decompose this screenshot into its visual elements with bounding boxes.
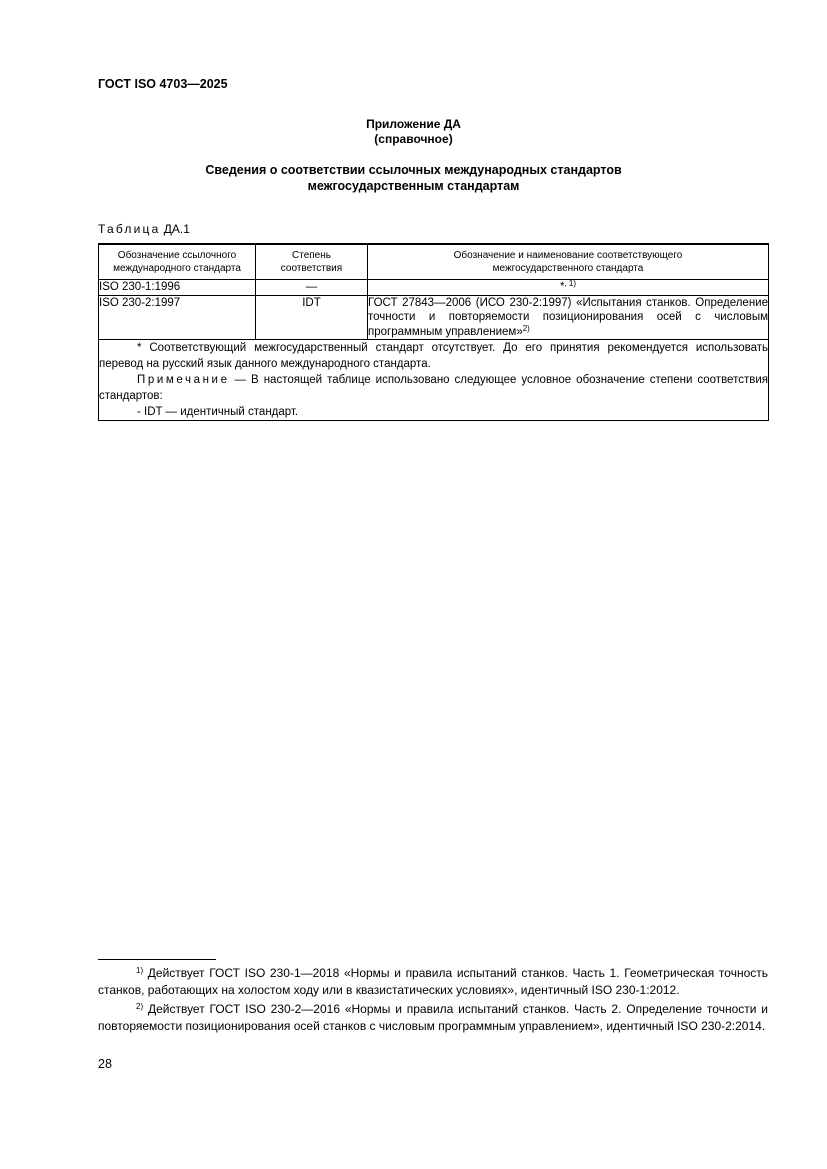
table-notes-row (99, 340, 769, 421)
cell-degree: — (256, 280, 368, 296)
footnote-mark: 2) (136, 1002, 144, 1011)
footnote-1 (98, 965, 768, 999)
table-caption-id: ДА.1 (163, 222, 190, 236)
table-header-row (99, 244, 769, 280)
column-header-reference: Обозначение ссылочного международного стандарта (99, 244, 256, 280)
footnote-separator (98, 959, 216, 960)
cell-degree: IDT (256, 295, 368, 340)
page-number: 28 (98, 1057, 112, 1071)
footnote-text: Действует ГОСТ ISO 230-2—2016 «Нормы и правила испытаний станков. Часть 2. Определение точности и повторяемости позиционирования осей станков с числовым программным управлением», идентичный ISO 230-2:2014. (98, 1002, 768, 1033)
cell-reference: ISO 230-1:1996 (99, 280, 256, 296)
table-caption (98, 222, 190, 236)
table-row (99, 295, 769, 340)
document-standard-id: ГОСТ ISO 4703—2025 (98, 77, 228, 91)
column-header-degree: Степень соответствия (256, 244, 368, 280)
cell-interstate-standard (368, 295, 769, 340)
footnote-ref-2: 2) (522, 323, 530, 333)
footnote-text: Действует ГОСТ ISO 230-1—2018 «Нормы и правила испытаний станков. Часть 1. Геометрическая точность станков, работающих на холостом ходу или в квазистатических условиях», идентичный ISO 230-1:2012. (98, 966, 768, 997)
annex-subtitle: (справочное) (374, 132, 453, 146)
star-mark: * (559, 281, 565, 293)
footnote-mark: 1) (136, 966, 144, 975)
footnote-ref-1: , 1) (564, 279, 577, 288)
interstate-standard-title: ГОСТ 27843—2006 (ИСО 230-2:1997) «Испытания станков. Определение точности и повторяемости позиционирования осей с числовым программным управлением» (368, 296, 768, 338)
note-text: — В настоящей таблице использовано следующее условное обозначение степени соответствия стандартов: (99, 374, 768, 402)
note-paragraph (99, 372, 768, 404)
footnote-2 (98, 1001, 768, 1035)
note-label: Примечание (137, 374, 230, 386)
annex-heading-line-1: Сведения о соответствии ссылочных международных стандартов (205, 163, 622, 177)
annex-heading-line-2: межгосударственным стандартам (307, 179, 520, 193)
column-header-interstate-standard: Обозначение и наименование соответствующего межгосударственного стандарта (368, 244, 769, 280)
correspondence-table (98, 243, 769, 421)
table-caption-word: Таблица (98, 222, 161, 236)
note-idt: - IDT — идентичный стандарт. (137, 406, 299, 418)
annex-title: Приложение ДА (366, 117, 461, 131)
cell-reference: ISO 230-2:1997 (99, 295, 256, 340)
table-notes (99, 340, 769, 421)
star-note: * Соответствующий межгосударственный стандарт отсутствует. До его принятия рекомендуется использовать перевод на русский язык данного международного стандарта. (99, 342, 768, 370)
table-row (99, 280, 769, 296)
cell-interstate-standard (368, 280, 769, 296)
